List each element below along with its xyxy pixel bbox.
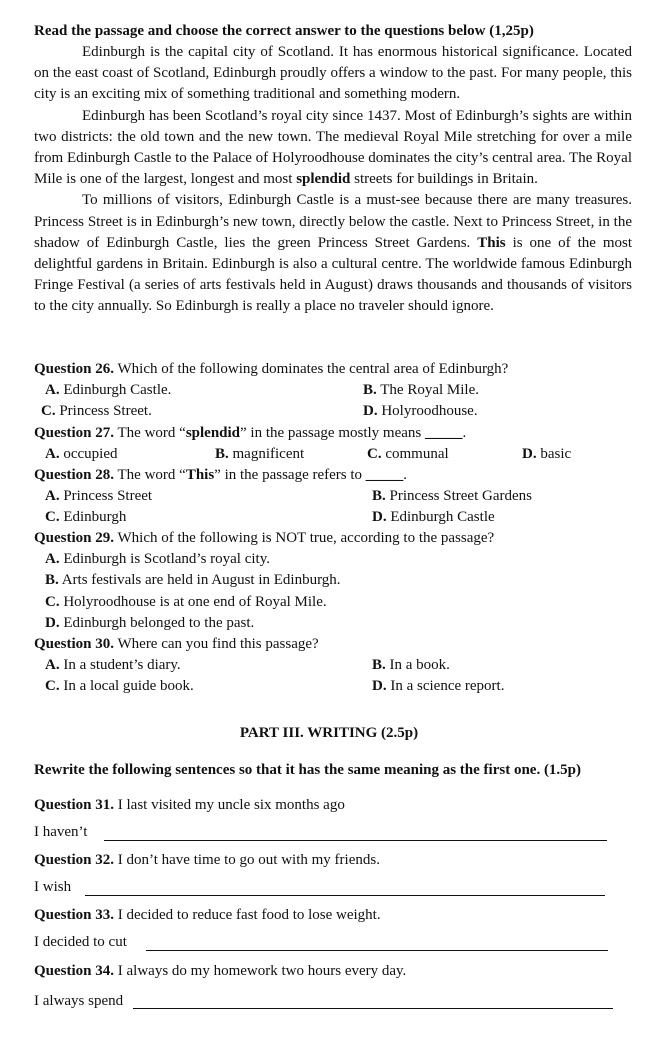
question-27-end: . [462, 425, 467, 441]
question-27-text: The word “ [117, 425, 186, 441]
option-text: Princess Street [63, 488, 153, 505]
question-30-option-d[interactable] [372, 676, 504, 697]
option-text: The Royal Mile. [380, 382, 479, 399]
question-29-option-d[interactable] [45, 613, 634, 634]
passage-paragraph-2-end: streets for buildings in Britain. [354, 171, 538, 188]
option-text: In a science report. [390, 678, 505, 695]
option-letter: D. [372, 678, 387, 695]
question-27-stem [34, 423, 634, 444]
question-27-option-d[interactable] [522, 444, 571, 465]
question-33-label: Question 33. [34, 907, 115, 923]
option-text: Holyroodhouse is at one end of Royal Mile. [63, 593, 327, 610]
option-text: Edinburgh is Scotland’s royal city. [63, 551, 270, 568]
option-text: magnificent [232, 446, 305, 463]
question-27-label: Question 27. [34, 425, 115, 441]
question-27-option-c[interactable] [367, 444, 449, 465]
question-32-text: I don’t have time to go out with my friends. [117, 852, 380, 868]
question-34-prompt: I always spend [34, 993, 124, 1009]
option-text: occupied [63, 446, 118, 463]
option-row [34, 507, 634, 528]
option-text: Edinburgh belonged to the past. [63, 614, 255, 631]
question-28-text: The word “ [117, 467, 186, 483]
question-28-label: Question 28. [34, 467, 115, 483]
question-33-answer-line[interactable] [146, 950, 608, 951]
passage-word-splendid: splendid [296, 171, 351, 188]
reading-passage [34, 42, 632, 318]
option-row [34, 401, 634, 422]
option-row [34, 655, 634, 676]
question-29-stem [34, 528, 634, 549]
passage-paragraph-2 [34, 106, 632, 191]
option-row [34, 444, 634, 465]
question-30 [34, 634, 634, 698]
question-27-option-a[interactable] [45, 444, 117, 465]
question-34-text: I always do my homework two hours every day. [117, 963, 407, 979]
question-26-option-d[interactable] [363, 401, 478, 422]
question-26 [34, 359, 634, 423]
question-30-option-c[interactable] [45, 676, 194, 697]
question-30-text: Where can you find this passage? [117, 636, 319, 652]
option-letter: C. [45, 509, 60, 526]
question-33 [34, 905, 381, 926]
writing-part-title: PART III. WRITING (2.5p) [239, 725, 419, 741]
reading-section-title: Read the passage and choose the correct answer to the questions below (1,25p) [34, 23, 534, 39]
question-29-label: Question 29. [34, 530, 115, 546]
question-26-label: Question 26. [34, 361, 115, 377]
question-31-prompt: I haven’t [34, 824, 88, 840]
question-34 [34, 961, 406, 982]
question-30-stem [34, 634, 634, 655]
passage-paragraph-1: Edinburgh is the capital city of Scotland. It has enormous historical significance. Located on the east coast of Scotland, Edinburgh proudly offers a window to the past. For many people, this city is an exciting mix of something traditional and something modern. [34, 44, 632, 103]
option-letter: B. [363, 382, 377, 399]
passage-paragraph-2-text: Edinburgh has been Scotland’s royal city since 1437. Most of Edinburgh’s sights are within two districts: the old town and the new town. The medieval Royal Mile stretching for over a mile from Edinburgh Castle to the Palace of Holyroodhouse dominates the city’s central area. The Royal Mile is one of the largest, longest and most [34, 107, 632, 188]
question-28-option-c[interactable] [45, 507, 126, 528]
option-text: Princess Street. [59, 403, 152, 420]
question-26-option-b[interactable] [363, 380, 479, 401]
option-row [34, 380, 634, 401]
question-29-option-b[interactable] [45, 570, 634, 591]
option-text: Arts festivals are held in August in Edinburgh. [61, 572, 341, 589]
question-27-option-b[interactable] [215, 444, 304, 465]
option-letter: B. [372, 488, 386, 505]
option-text: Edinburgh [63, 509, 127, 526]
option-letter: A. [45, 657, 60, 674]
question-34-answer-line[interactable] [133, 1008, 613, 1009]
question-32-answer-line[interactable] [85, 895, 605, 896]
option-row [34, 486, 634, 507]
question-31 [34, 795, 345, 816]
option-letter: A. [45, 551, 60, 568]
option-text: basic [540, 446, 572, 463]
option-letter: B. [45, 572, 59, 589]
passage-paragraph-3-end: is one of the most delightful gardens in Britain. Edinburgh is also a cultural centre. The worldwide famous Edinburgh Fringe Festival (a series of arts festivals held in August) draws thousands and thousands of visitors to the city annually. So Edinburgh is really a place no traveler should ignore. [34, 234, 633, 315]
question-29-text: Which of the following is NOT true, according to the passage? [117, 530, 495, 546]
question-30-option-a[interactable] [45, 655, 181, 676]
option-letter: D. [363, 403, 378, 420]
option-text: Edinburgh Castle. [63, 382, 172, 399]
question-26-stem [34, 359, 634, 380]
option-text: Princess Street Gardens [389, 488, 532, 505]
question-26-text: Which of the following dominates the central area of Edinburgh? [117, 361, 509, 377]
question-30-label: Question 30. [34, 636, 115, 652]
passage-word-this: This [477, 234, 506, 251]
option-letter: A. [45, 488, 60, 505]
option-text: Holyroodhouse. [381, 403, 478, 420]
question-32-prompt: I wish [34, 879, 72, 895]
question-31-label: Question 31. [34, 797, 115, 813]
option-letter: B. [372, 657, 386, 674]
option-letter: B. [215, 446, 229, 463]
question-28-end: . [403, 467, 408, 483]
option-letter: C. [367, 446, 382, 463]
question-28-text-after: ” in the passage refers to [214, 467, 363, 483]
question-31-answer-line[interactable] [104, 840, 607, 841]
question-28-word: This [185, 467, 215, 483]
option-letter: A. [45, 382, 60, 399]
question-27-word: splendid [185, 425, 241, 441]
question-28-blank: _____ [365, 467, 404, 483]
option-text: In a book. [389, 657, 450, 674]
option-text: Edinburgh Castle [390, 509, 495, 526]
question-29-option-c[interactable] [45, 592, 634, 613]
question-28-stem [34, 465, 634, 486]
passage-paragraph-3-text: To millions of visitors, Edinburgh Castle is a must-see because there are many treasures. Princess Street is in Edinburgh’s new town, directly below the castle. Next to Princess Street, in the shadow of Edinburgh Castle, lies the green Princess Street Gardens. [34, 192, 632, 251]
option-row [34, 676, 634, 697]
option-letter: C. [45, 678, 60, 695]
question-27 [34, 423, 634, 465]
question-26-option-a[interactable] [45, 380, 171, 401]
question-27-text-after: ” in the passage mostly means [240, 425, 422, 441]
question-30-option-b[interactable] [372, 655, 450, 676]
question-32 [34, 850, 380, 871]
question-31-text: I last visited my uncle six months ago [117, 797, 345, 813]
writing-instruction: Rewrite the following sentences so that it has the same meaning as the first one. (1.5p) [34, 762, 582, 778]
question-33-text: I decided to reduce fast food to lose weight. [117, 907, 381, 923]
option-letter: C. [41, 403, 56, 420]
question-29-option-a[interactable] [45, 549, 634, 570]
option-text: communal [385, 446, 449, 463]
question-29 [34, 528, 634, 634]
question-26-option-c[interactable] [41, 401, 152, 422]
question-32-label: Question 32. [34, 852, 115, 868]
option-letter: D. [372, 509, 387, 526]
question-28-option-d[interactable] [372, 507, 495, 528]
question-34-label: Question 34. [34, 963, 115, 979]
option-text: In a student’s diary. [63, 657, 181, 674]
option-letter: A. [45, 446, 60, 463]
question-28-option-b[interactable] [372, 486, 532, 507]
option-letter: C. [45, 593, 60, 610]
option-letter: D. [522, 446, 537, 463]
passage-paragraph-3 [34, 190, 632, 317]
option-letter: D. [45, 614, 60, 631]
question-28 [34, 465, 634, 529]
question-27-blank: _____ [424, 425, 463, 441]
option-text: In a local guide book. [63, 678, 194, 695]
question-28-option-a[interactable] [45, 486, 152, 507]
question-33-prompt: I decided to cut [34, 934, 127, 950]
